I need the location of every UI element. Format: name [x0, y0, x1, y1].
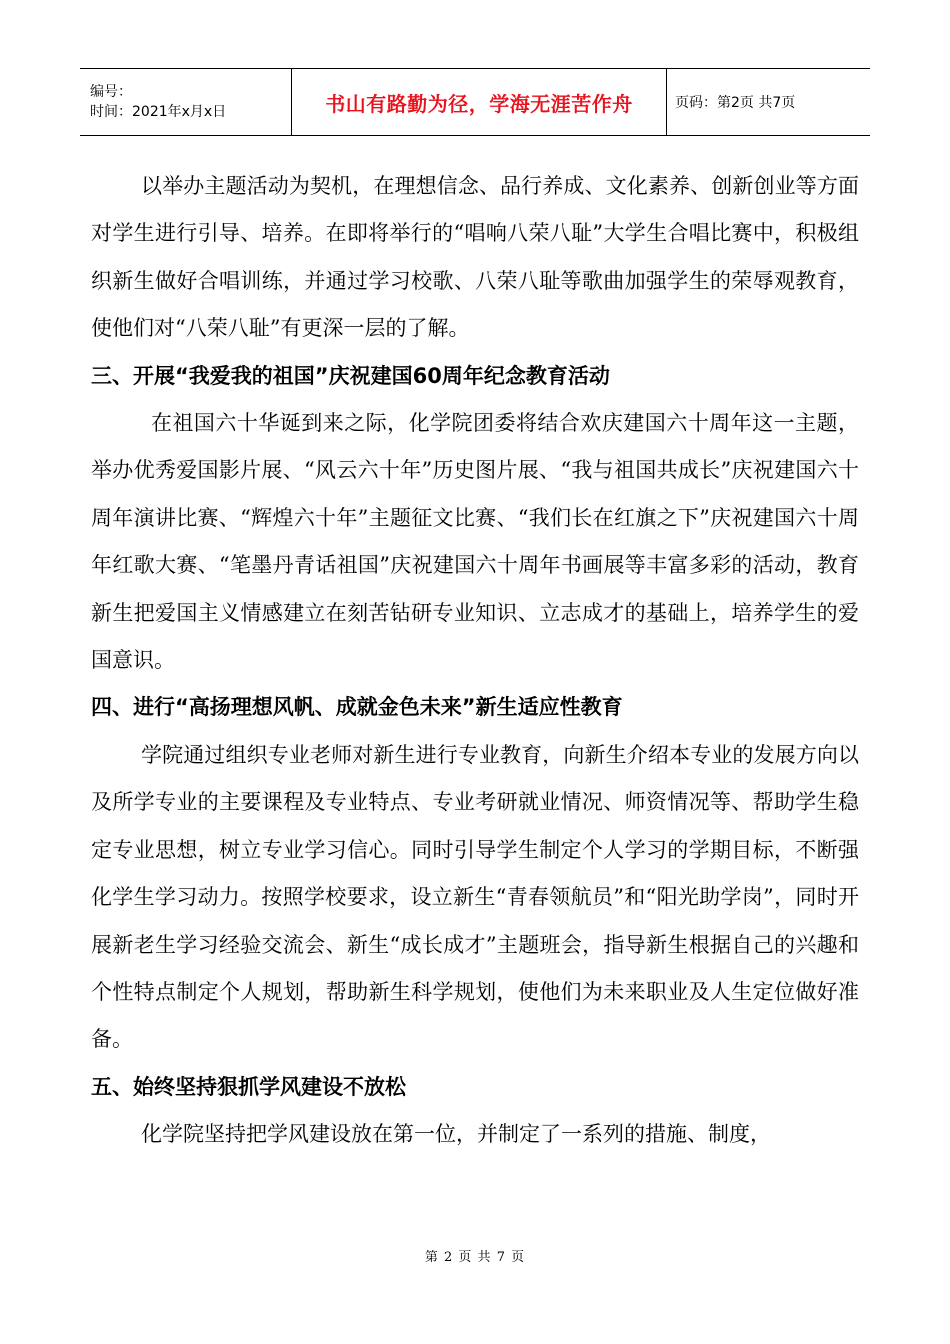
section-heading-3: 三、开展“我爱我的祖国”庆祝建国60周年纪念教育活动 [91, 363, 610, 388]
section-heading-4: 四、进行“高扬理想风帆、成就金色未来”新生适应性教育 [91, 695, 623, 720]
paragraph-section-5: 化学院坚持把学风建设放在第一位，并制定了一系列的措施、制度， [141, 1122, 771, 1147]
document-date-label: 时间：2021年x月x日 [90, 104, 227, 120]
page-footer: 第 2 页 共 7 页 [424, 1250, 526, 1265]
paragraph-section-4: 学院通过组织专业老师对新生进行专业教育，向新生介绍本专业的发展方向以及所学专业的主要课程及专业特点、专业考研就业情况、师资情况等、帮助学生稳定专业思想，树立专业学习信心。同时引导学生制定个人学习的学期目标，不断强化学生学习动力。按照学校要求，设立新生“青春领航员”和“阳光助学岗”，同时开展新老生学习经验交流会、新生“成长成才”主题班会，指导新生根据自己的兴趣和个性特点制定个人规划，帮助新生科学规划，使他们为未来职业及人生定位做好准备。 [91, 742, 859, 1052]
paragraph-section-3: 在祖国六十华诞到来之际，化学院团委将结合欢庆建国六十周年这一主题，举办优秀爱国影片展、“风云六十年”历史图片展、“我与祖国共成长”庆祝建国六十周年演讲比赛、“辉煌六十年”主题征文比赛、“我们长在红旗之下”庆祝建国六十周年红歌大赛、“笔墨丹青话祖国”庆祝建国六十周年书画展等丰富多彩的活动，教育新生把爱国主义情感建立在刻苦钻研专业知识、立志成才的基础上，培养学生的爱国意识。 [91, 411, 859, 673]
header-motto: 书山有路勤为径，学海无涯苦作舟 [325, 91, 633, 116]
document-body [91, 163, 859, 1159]
header-meta-cell [80, 69, 292, 136]
document-number-label: 编号： [90, 84, 132, 100]
header-page-info: 页码：第2页 共7页 [667, 69, 871, 136]
header-motto-cell [292, 69, 667, 136]
section-heading-5: 五、始终坚持狠抓学风建设不放松 [91, 1074, 406, 1099]
document-header [80, 68, 870, 136]
paragraph-intro: 以举办主题活动为契机，在理想信念、品行养成、文化素养、创新创业等方面对学生进行引导、培养。在即将举行的“唱响八荣八耻”大学生合唱比赛中，积极组织新生做好合唱训练，并通过学习校歌、八荣八耻等歌曲加强学生的荣辱观教育，使他们对“八荣八耻”有更深一层的了解。 [91, 174, 859, 341]
